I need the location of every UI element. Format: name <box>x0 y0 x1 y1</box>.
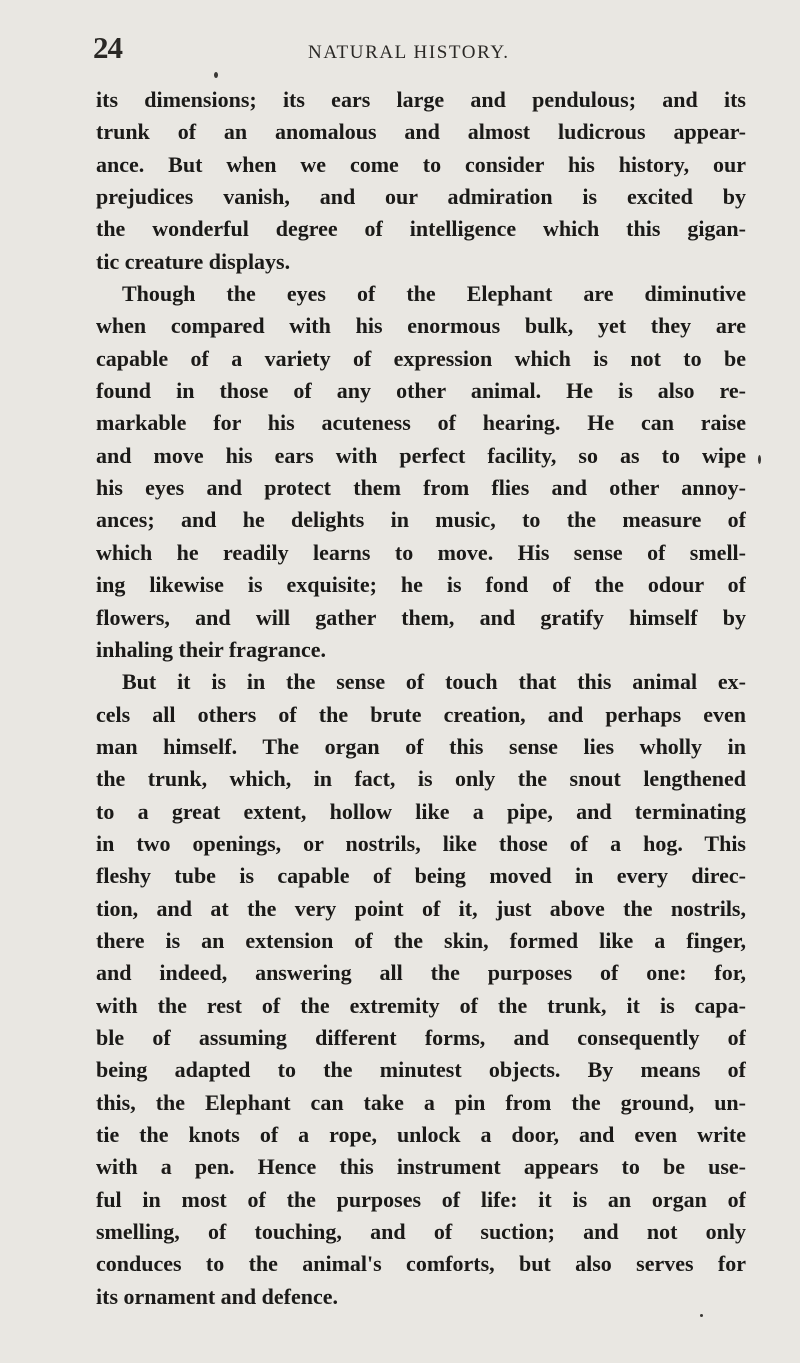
text-line: tic creature displays. <box>96 248 291 274</box>
text-line: being adapted to the minutest objects. By means of <box>96 1057 746 1083</box>
text-line: there is an extension of the skin, formed like a finger, <box>96 927 746 953</box>
text-line: and move his ears with perfect facility, so as to wipe <box>96 442 746 468</box>
page-number: 24 <box>93 30 122 65</box>
text-line: inhaling their fragrance. <box>96 636 326 662</box>
text-line: But it is in the sense of touch that this animal ex- <box>122 669 746 695</box>
text-line: cels all others of the brute creation, and perhaps even <box>96 701 746 727</box>
text-line: man himself. The organ of this sense lies wholly in <box>96 733 746 759</box>
text-line: ble of assuming different forms, and consequently of <box>96 1024 746 1050</box>
text-line: smelling, of touching, and of suction; and not only <box>96 1219 746 1245</box>
text-line: markable for his acuteness of hearing. He can raise <box>96 410 746 436</box>
text-line: the trunk, which, in fact, is only the snout lengthened <box>96 766 746 792</box>
text-line: to a great extent, hollow like a pipe, and terminating <box>96 798 746 824</box>
text-line: and indeed, answering all the purposes of one: for, <box>96 960 746 986</box>
text-line: Though the eyes of the Elephant are diminutive <box>122 281 746 307</box>
text-line: prejudices vanish, and our admiration is excited by <box>96 184 746 210</box>
text-line: trunk of an anomalous and almost ludicrous appear- <box>96 119 746 145</box>
text-line: with a pen. Hence this instrument appears to be use- <box>96 1154 746 1180</box>
text-line: in two openings, or nostrils, like those of a hog. This <box>96 830 746 856</box>
text-line: its dimensions; its ears large and pendulous; and its <box>96 87 746 112</box>
body-text <box>96 84 746 1313</box>
text-line: tie the knots of a rope, unlock a door, and even write <box>96 1122 746 1147</box>
text-line: ances; and he delights in music, to the measure of <box>96 507 746 533</box>
running-head <box>0 30 800 70</box>
text-line: with the rest of the extremity of the trunk, it is capa- <box>96 992 746 1018</box>
text-line: this, the Elephant can take a pin from the ground, un- <box>96 1089 746 1115</box>
text-line: his eyes and protect them from flies and other annoy- <box>96 475 746 501</box>
text-line: conduces to the animal's comforts, but also serves for <box>96 1251 746 1277</box>
text-line: found in those of any other animal. He is also re- <box>96 378 746 404</box>
text-line: ing likewise is exquisite; he is fond of the odour of <box>96 572 746 598</box>
ink-speck <box>214 72 218 78</box>
running-title: NATURAL HISTORY. <box>308 42 510 63</box>
ink-speck <box>700 1314 703 1317</box>
text-line: when compared with his enormous bulk, yet they are <box>96 313 746 339</box>
ink-speck <box>758 455 761 464</box>
text-line: the wonderful degree of intelligence which this gigan- <box>96 216 746 242</box>
text-line: capable of a variety of expression which is not to be <box>96 345 746 371</box>
text-line: tion, and at the very point of it, just above the nostrils, <box>96 895 746 921</box>
text-line: flowers, and will gather them, and gratify himself by <box>96 604 746 630</box>
text-line: ance. But when we come to consider his history, our <box>96 151 746 177</box>
text-line: fleshy tube is capable of being moved in every direc- <box>96 863 746 889</box>
text-line: its ornament and defence. <box>96 1283 338 1309</box>
text-line: which he readily learns to move. His sense of smell- <box>96 539 746 565</box>
text-line: ful in most of the purposes of life: it is an organ of <box>96 1186 746 1212</box>
